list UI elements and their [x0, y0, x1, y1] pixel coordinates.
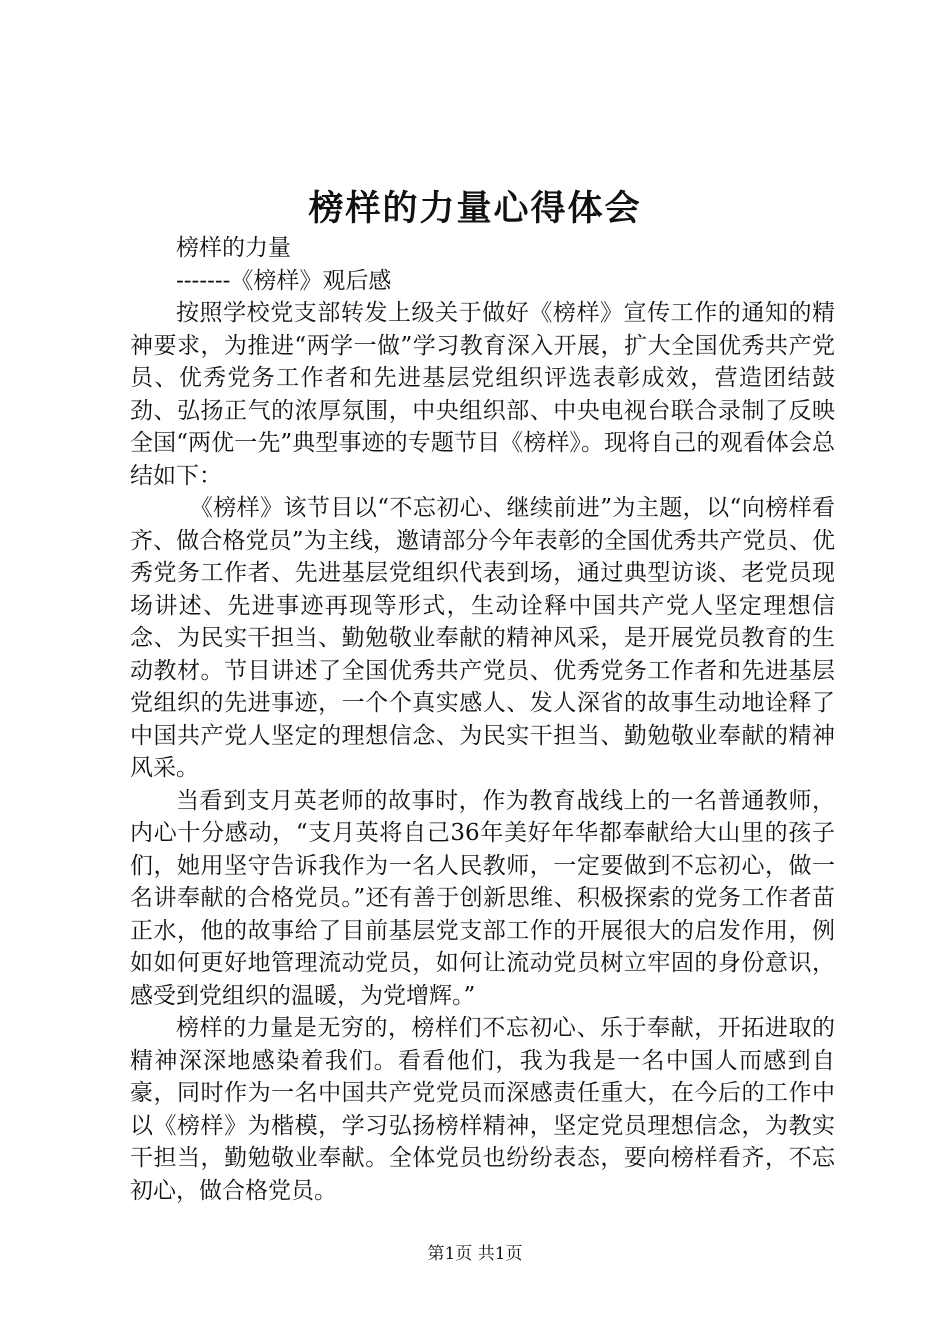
document-body: [130, 232, 835, 1207]
document-subheading: -------《榜样》观后感: [176, 267, 392, 294]
paragraph-2: 《榜样》该节目以“不忘初心、继续前进”为主题，以“向榜样看齐、做合格党员”为主线，邀请部分今年表彰的全国优秀共产党员、优秀党务工作者、先进基层党组织代表到场，通过典型访谈、老党员现场讲述、先进事迹再现等形式，生动诠释中国共产党人坚定理想信念、为民实干担当、勤勉敬业奉献的精神风采，是开展党员教育的生动教材。节目讲述了全国优秀共产党员、优秀党务工作者和先进基层党组织的先进事迹，一个个真实感人、发人深省的故事生动地诠释了中国共产党人坚定的理想信念、为民实干担当、勤勉敬业奉献的精神风采。: [130, 495, 835, 781]
document-title: 榜样的力量心得体会: [308, 188, 642, 229]
document-subtitle: 榜样的力量: [176, 235, 291, 261]
page-footer: 第1页 共1页: [427, 1244, 523, 1264]
paragraph-3: 当看到支月英老师的故事时，作为教育战线上的一名普通教师，内心十分感动，“支月英将自己36年美好年华都奉献给大山里的孩子们，她用坚守告诉我作为一名人民教师，一定要做到不忘初心，做一名讲奉献的合格党员。”还有善于创新思维、积极探索的党务工作者苗正水，他的故事给了目前基层党支部工作的开展很大的启发作用，例如如何更好地管理流动党员，如何让流动党员树立牢固的身份意识，感受到党组织的温暖，为党增辉。”: [130, 787, 835, 1009]
paragraph-1: 按照学校党支部转发上级关于做好《榜样》宣传工作的通知的精神要求，为推进“两学一做”学习教育深入开展，扩大全国优秀共产党员、优秀党务工作者和先进基层党组织评选表彰成效，营造团结鼓劲、弘扬正气的浓厚氛围，中央组织部、中央电视台联合录制了反映全国“两优一先”典型事迹的专题节目《榜样》。现将自己的观看体会总结如下：: [130, 300, 835, 489]
paragraph-4: 榜样的力量是无穷的，榜样们不忘初心、乐于奉献，开拓进取的精神深深地感染着我们。看看他们，我为我是一名中国人而感到自豪，同时作为一名中国共产党党员而深感责任重大，在今后的工作中以《榜样》为楷模，学习弘扬榜样精神，坚定党员理想信念，为教实干担当，勤勉敬业奉献。全体党员也纷纷表态，要向榜样看齐，不忘初心，做合格党员。: [130, 1015, 835, 1204]
